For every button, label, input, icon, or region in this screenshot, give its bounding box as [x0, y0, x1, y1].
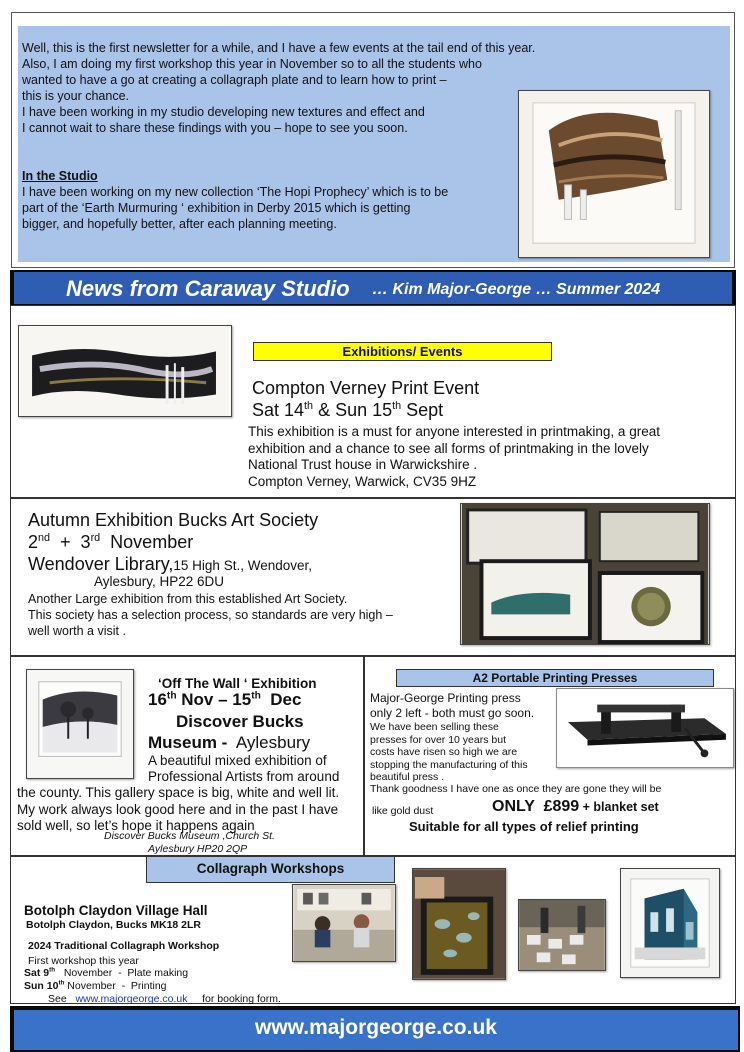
intro-line: I have been working in my studio developing new textures and effect and: [22, 105, 425, 119]
body-line: presses for over 10 years but: [370, 733, 506, 746]
autumn-venue: Wendover Library,15 High St., Wendover,: [28, 554, 312, 574]
intro-line: Well, this is the first newsletter for a while, and I have a few events at the tail end of this year.: [22, 41, 536, 55]
body-line: costs have risen so high we are: [370, 746, 518, 758]
workshop-booking: See www.majorgeorge.co.uk for booking form.: [48, 993, 281, 1005]
body-line: We have been selling these: [370, 721, 499, 733]
studio-heading: In the Studio: [22, 169, 98, 183]
autumn-town: Aylesbury, HP22 6DU: [94, 574, 225, 589]
presses-price: ONLY £899 + blanket set: [492, 798, 659, 815]
off-the-wall-body: [148, 753, 358, 785]
presses-intro: [370, 691, 560, 721]
body-line: National Trust house in Warwickshire .: [248, 457, 478, 472]
body-line: A beautiful mixed exhibition of: [148, 753, 327, 768]
body-line: Major-George Printing press: [370, 691, 521, 705]
body-line: Professional Artists from around: [148, 769, 340, 784]
workshop-sunday: Sun 10th November - Printing: [24, 979, 167, 992]
intro-line: wanted to have a go at creating a collagraph plate and to learn how to print –: [22, 73, 447, 87]
off-the-wall-address-town: Aylesbury HP20 2QP: [148, 843, 248, 855]
off-the-wall-venue: Discover Bucks: [176, 712, 304, 731]
artwork-hopi-image: [518, 90, 710, 258]
presses-body: [370, 721, 560, 784]
presses-gold-dust: like gold dust: [372, 805, 434, 817]
body-line: Another Large exhibition from this established Art Society.: [28, 592, 348, 606]
autumn-body: [28, 591, 448, 639]
workshop-saturday: Sat 9th November - Plate making: [24, 966, 189, 979]
artwork-framed-prints-image: [460, 503, 710, 645]
body-line: well worth a visit .: [28, 624, 126, 638]
studio-line: part of the ‘Earth Murmuring ‘ exhibition in Derby 2015 which is getting: [22, 201, 411, 215]
presses-suitable: Suitable for all types of relief printing: [409, 819, 639, 834]
exhibitions-header: Exhibitions/ Events: [253, 342, 552, 361]
intro-line: Also, I am doing my first workshop this year in November so to all the students who: [22, 57, 482, 71]
body-line: Compton Verney, Warwick, CV35 9HZ: [248, 473, 477, 489]
intro-line: I cannot wait to share these findings with you – hope to see you soon.: [22, 121, 408, 135]
footer-website[interactable]: www.majorgeorge.co.uk: [14, 1010, 738, 1050]
presses-thanks: Thank goodness I have one as once they are gone they will be: [370, 783, 662, 795]
workshop-venue: Botolph Claydon Village Hall: [24, 903, 208, 918]
body-line: beautiful press .: [370, 771, 445, 783]
artwork-building-image: [620, 868, 720, 978]
off-the-wall-address: Discover Bucks Museum ,Church St.: [104, 830, 275, 842]
studio-line: I have been working on my new collection ‘The Hopi Prophecy’ which is to be: [22, 185, 449, 199]
autumn-title: Autumn Exhibition Bucks Art Society: [28, 510, 319, 530]
off-the-wall-venue-line2: Museum - Aylesbury: [148, 733, 311, 752]
off-the-wall-body-continued: [17, 785, 362, 835]
booking-link[interactable]: www.majorgeorge.co.uk: [75, 993, 188, 1005]
compton-verney-title: Compton Verney Print Event: [252, 378, 480, 398]
workshop-first: First workshop this year: [28, 955, 139, 967]
printing-press-image: [556, 688, 734, 768]
compton-verney-date: Sat 14th & Sun 15th Sept: [252, 400, 444, 420]
body-line: stopping the manufacturing of this: [370, 758, 528, 771]
banner-title: News from Caraway Studio: [66, 276, 350, 301]
workshop-address: Botolph Claydon, Bucks MK18 2LR: [26, 919, 202, 931]
body-line: only 2 left - both must go soon.: [370, 706, 535, 720]
workshop-photo-plate: [412, 868, 506, 980]
artwork-landscape-image: [18, 325, 232, 417]
artwork-winter-image: [26, 669, 134, 779]
studio-line: bigger, and hopefully better, after each planning meeting.: [22, 217, 337, 231]
presses-header: A2 Portable Printing Presses: [396, 669, 714, 687]
studio-text: [22, 168, 502, 232]
off-the-wall-title: ‘Off The Wall ‘ Exhibition: [158, 676, 317, 691]
body-line: the county. This gallery space is big, white and well lit.: [17, 785, 340, 800]
body-line: exhibition and a chance to see all forms of printmaking in the lovely: [248, 440, 649, 456]
workshops-header: Collagraph Workshops: [146, 856, 395, 883]
body-line: My work always look good here and in the past I have: [17, 801, 339, 817]
intro-line: this is your chance.: [22, 89, 129, 103]
workshop-title: 2024 Traditional Collagraph Workshop: [28, 940, 220, 952]
body-line: This exhibition is a must for anyone interested in printmaking, a great: [248, 424, 660, 439]
body-line: This society has a selection process, so standards are very high –: [28, 608, 393, 622]
workshop-photo-floor: [518, 899, 606, 971]
banner: [14, 272, 732, 304]
compton-verney-body: [248, 424, 718, 490]
off-the-wall-date: 16th Nov – 15th Dec: [148, 690, 302, 709]
banner-subtitle: … Kim Major-George … Summer 2024: [372, 281, 661, 298]
workshop-photo-class: [292, 884, 396, 962]
autumn-date: 2nd + 3rd November: [28, 532, 194, 552]
body-line: sold well, so let’s hope it happens again: [17, 818, 255, 833]
